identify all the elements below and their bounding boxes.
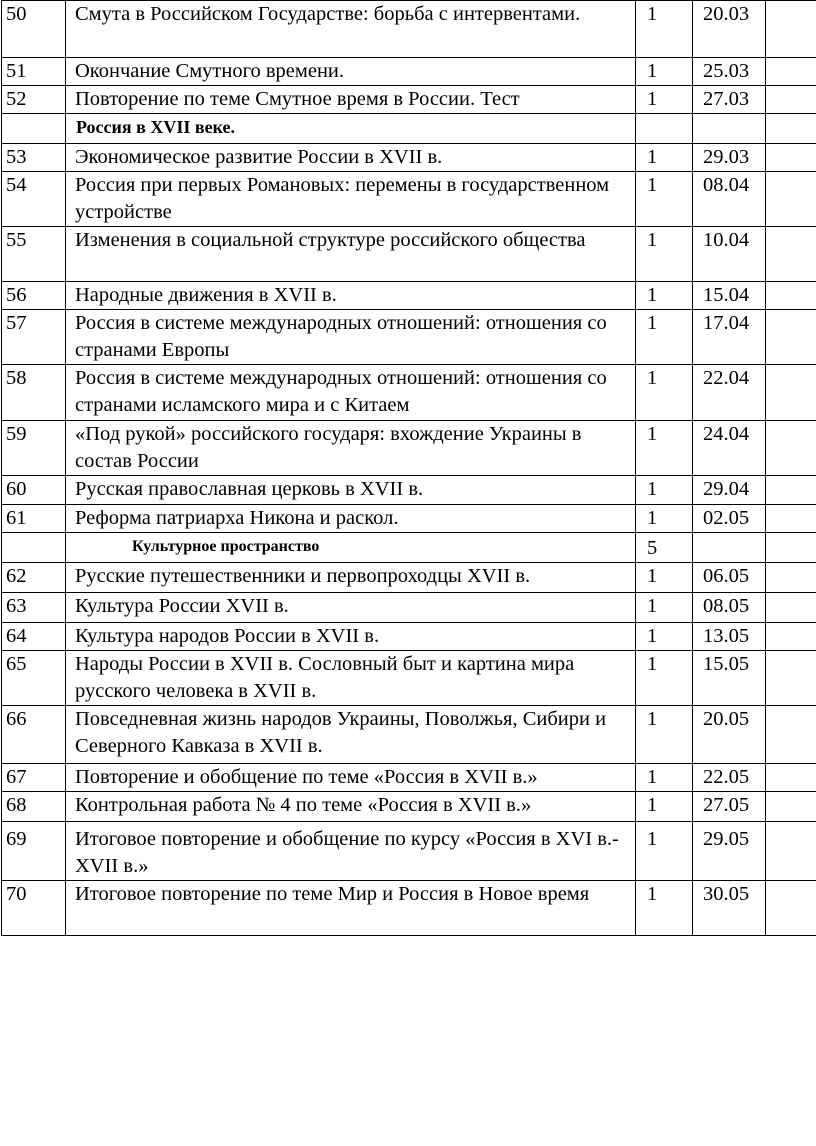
lesson-hours: 1 — [636, 651, 693, 706]
lesson-topic: Реформа патриарха Никона и раскол. — [66, 505, 636, 533]
lesson-number: 70 — [2, 881, 66, 936]
lesson-date: 24.04 — [693, 421, 766, 476]
lesson-hours: 1 — [636, 792, 693, 822]
section-hours — [636, 114, 693, 144]
lesson-hours: 1 — [636, 227, 693, 282]
table-row — [2, 144, 816, 172]
lesson-date: 08.05 — [693, 593, 766, 623]
empty-cell — [766, 706, 816, 764]
empty-cell — [766, 172, 816, 227]
empty-cell — [766, 282, 816, 310]
lesson-number: 55 — [2, 227, 66, 282]
lesson-hours: 1 — [636, 822, 693, 881]
table-row — [2, 476, 816, 505]
lesson-number: 53 — [2, 144, 66, 172]
lesson-number — [2, 533, 66, 563]
lesson-hours: 1 — [636, 310, 693, 365]
section-hours: 5 — [636, 533, 693, 563]
table-row — [2, 792, 816, 822]
lesson-number: 54 — [2, 172, 66, 227]
lesson-date: 02.05 — [693, 505, 766, 533]
lesson-topic: Народные движения в XVII в. — [66, 282, 636, 310]
lesson-number: 66 — [2, 706, 66, 764]
lesson-hours: 1 — [636, 505, 693, 533]
lesson-hours: 1 — [636, 282, 693, 310]
lesson-date: 08.04 — [693, 172, 766, 227]
lesson-date: 30.05 — [693, 881, 766, 936]
lesson-hours: 1 — [636, 476, 693, 505]
lesson-topic: Повторение по теме Смутное время в России. Тест — [66, 86, 636, 114]
empty-cell — [766, 114, 816, 144]
lesson-topic: Итоговое повторение по теме Мир и Россия в Новое время — [66, 881, 636, 936]
empty-cell — [766, 533, 816, 563]
lesson-hours: 1 — [636, 593, 693, 623]
lesson-hours: 1 — [636, 421, 693, 476]
section-row — [2, 533, 816, 563]
table-row — [2, 282, 816, 310]
lesson-topic: Окончание Смутного времени. — [66, 58, 636, 86]
empty-cell — [766, 593, 816, 623]
lesson-number: 59 — [2, 421, 66, 476]
lesson-date: 27.05 — [693, 792, 766, 822]
lesson-topic: Народы России в XVII в. Сословный быт и картина мира русского человека в XVII в. — [66, 651, 636, 706]
lesson-hours: 1 — [636, 881, 693, 936]
table-row — [2, 1, 816, 58]
lesson-number — [2, 114, 66, 144]
empty-cell — [766, 651, 816, 706]
empty-cell — [766, 144, 816, 172]
lesson-number: 56 — [2, 282, 66, 310]
lesson-number: 58 — [2, 365, 66, 421]
table-row — [2, 623, 816, 651]
lesson-hours: 1 — [636, 58, 693, 86]
lesson-date: 29.04 — [693, 476, 766, 505]
table-row — [2, 881, 816, 936]
lesson-date: 13.05 — [693, 623, 766, 651]
lesson-date: 29.03 — [693, 144, 766, 172]
table-row — [2, 706, 816, 764]
lesson-topic: Повседневная жизнь народов Украины, Поволжья, Сибири и Северного Кавказа в XVII в. — [66, 706, 636, 764]
lesson-topic: Русские путешественники и первопроходцы XVII в. — [66, 563, 636, 593]
lesson-number: 63 — [2, 593, 66, 623]
lesson-date: 10.04 — [693, 227, 766, 282]
lesson-topic: «Под рукой» российского государя: вхождение Украины в состав России — [66, 421, 636, 476]
lesson-topic: Экономическое развитие России в XVII в. — [66, 144, 636, 172]
lesson-topic: Смута в Российском Государстве: борьба с интервентами. — [66, 1, 636, 58]
empty-cell — [766, 421, 816, 476]
table-row — [2, 822, 816, 881]
table-row — [2, 764, 816, 792]
table-row — [2, 651, 816, 706]
lesson-date: 22.05 — [693, 764, 766, 792]
lesson-hours: 1 — [636, 144, 693, 172]
lesson-topic: Повторение и обобщение по теме «Россия в XVII в.» — [66, 764, 636, 792]
table-row — [2, 58, 816, 86]
table-row — [2, 505, 816, 533]
lesson-number: 62 — [2, 563, 66, 593]
lesson-topic: Итоговое повторение и обобщение по курсу «Россия в XVI в.- XVII в.» — [66, 822, 636, 881]
empty-cell — [766, 365, 816, 421]
lesson-topic: Изменения в социальной структуре российского общества — [66, 227, 636, 282]
lesson-date: 06.05 — [693, 563, 766, 593]
table-row — [2, 593, 816, 623]
lesson-date: 20.05 — [693, 706, 766, 764]
lesson-topic: Культура народов России в XVII в. — [66, 623, 636, 651]
empty-cell — [766, 764, 816, 792]
empty-cell — [766, 476, 816, 505]
section-title: Россия в XVII веке. — [66, 114, 636, 144]
lesson-date: 29.05 — [693, 822, 766, 881]
lesson-date: 22.04 — [693, 365, 766, 421]
lesson-number: 52 — [2, 86, 66, 114]
empty-cell — [766, 227, 816, 282]
lesson-number: 60 — [2, 476, 66, 505]
lesson-hours: 1 — [636, 1, 693, 58]
lesson-number: 50 — [2, 1, 66, 58]
lesson-date: 15.04 — [693, 282, 766, 310]
empty-cell — [766, 822, 816, 881]
lesson-topic: Русская православная церковь в XVII в. — [66, 476, 636, 505]
empty-cell — [766, 58, 816, 86]
section-title: Культурное пространство — [66, 533, 636, 563]
lesson-date: 27.03 — [693, 86, 766, 114]
lesson-date — [693, 114, 766, 144]
lesson-date — [693, 533, 766, 563]
lesson-hours: 1 — [636, 623, 693, 651]
lesson-number: 68 — [2, 792, 66, 822]
empty-cell — [766, 310, 816, 365]
lesson-topic: Россия в системе международных отношений: отношения со странами Европы — [66, 310, 636, 365]
lesson-topic: Контрольная работа № 4 по теме «Россия в XVII в.» — [66, 792, 636, 822]
lesson-number: 57 — [2, 310, 66, 365]
table-row — [2, 310, 816, 365]
lesson-number: 65 — [2, 651, 66, 706]
table-row — [2, 227, 816, 282]
lesson-number: 61 — [2, 505, 66, 533]
lesson-topic: Россия при первых Романовых: перемены в государственном устройстве — [66, 172, 636, 227]
empty-cell — [766, 563, 816, 593]
section-row — [2, 114, 816, 144]
table-row — [2, 365, 816, 421]
lesson-number: 64 — [2, 623, 66, 651]
lesson-hours: 1 — [636, 706, 693, 764]
lesson-date: 15.05 — [693, 651, 766, 706]
lesson-hours: 1 — [636, 365, 693, 421]
table-row — [2, 86, 816, 114]
lesson-date: 17.04 — [693, 310, 766, 365]
lesson-topic: Культура России XVII в. — [66, 593, 636, 623]
lesson-hours: 1 — [636, 86, 693, 114]
lesson-topic: Россия в системе международных отношений: отношения со странами исламского мира и с Китаем — [66, 365, 636, 421]
lesson-plan-table — [1, 0, 816, 936]
table-row — [2, 172, 816, 227]
lesson-number: 69 — [2, 822, 66, 881]
table-row — [2, 421, 816, 476]
lesson-date: 25.03 — [693, 58, 766, 86]
empty-cell — [766, 881, 816, 936]
empty-cell — [766, 86, 816, 114]
empty-cell — [766, 623, 816, 651]
empty-cell — [766, 1, 816, 58]
lesson-number: 51 — [2, 58, 66, 86]
lesson-hours: 1 — [636, 764, 693, 792]
empty-cell — [766, 505, 816, 533]
empty-cell — [766, 792, 816, 822]
table-row — [2, 563, 816, 593]
lesson-date: 20.03 — [693, 1, 766, 58]
lesson-hours: 1 — [636, 172, 693, 227]
lesson-number: 67 — [2, 764, 66, 792]
lesson-hours: 1 — [636, 563, 693, 593]
